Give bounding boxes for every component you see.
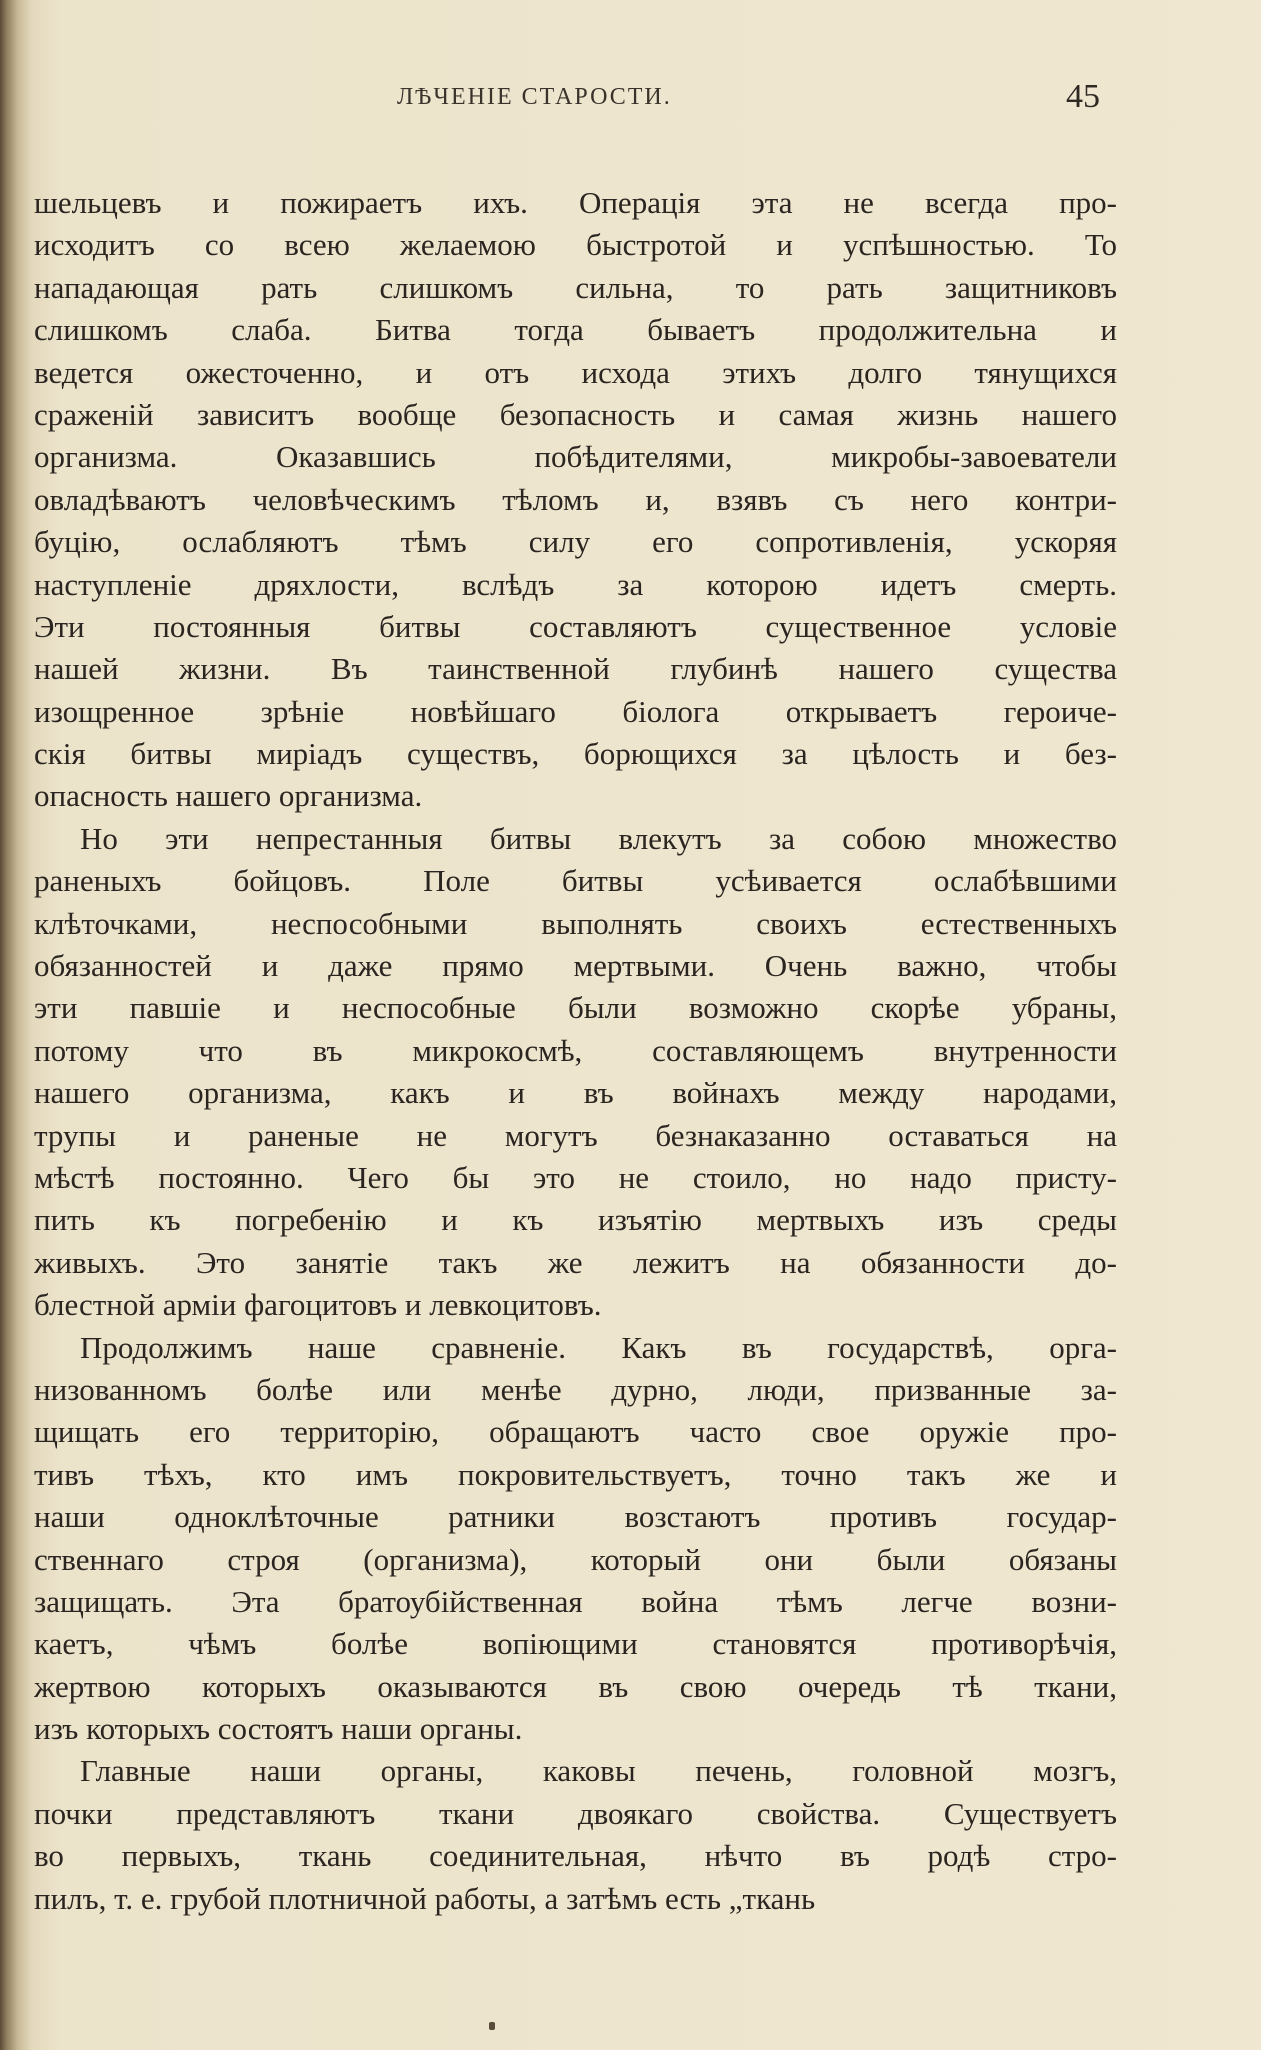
- paragraph: [34, 182, 1117, 818]
- text-line: овладѣваютъ человѣческимъ тѣломъ и, взявъ съ него контри-: [34, 481, 1117, 517]
- text-line: почки представляютъ ткани двоякаго свойства. Существуетъ: [34, 1795, 1117, 1831]
- text-line: изъ которыхъ состоятъ наши органы.: [34, 1711, 523, 1747]
- text-line: защищать. Эта братоубійственная война тѣмъ легче возни-: [34, 1583, 1117, 1619]
- text-line: ведется ожесточенно, и отъ исхода этихъ долго тянущихся: [34, 354, 1117, 390]
- text-line: опасность нашего организма.: [34, 778, 423, 814]
- page-header: [0, 78, 1261, 124]
- running-title: ЛѢЧЕНІЕ СТАРОСТИ.: [397, 84, 672, 110]
- print-speck: [489, 2022, 495, 2030]
- text-line: каетъ, чѣмъ болѣе вопіющими становятся противорѣчія,: [34, 1626, 1117, 1662]
- text-line: нападающая рать слишкомъ сильна, то рать защитниковъ: [34, 269, 1117, 305]
- text-line: пить къ погребенію и къ изъятію мертвыхъ изъ среды: [34, 1202, 1117, 1238]
- text-line: мѣстѣ постоянно. Чего бы это не стоило, но надо присту-: [34, 1159, 1117, 1195]
- text-line: во первыхъ, ткань соединительная, нѣчто въ родѣ стро-: [34, 1838, 1117, 1874]
- text-line: буцію, ослабляютъ тѣмъ силу его сопротивленія, ускоряя: [34, 524, 1117, 560]
- text-line: Продолжимъ наше сравненіе. Какъ въ государствѣ, орга-: [80, 1329, 1117, 1365]
- text-line: ственнаго строя (организма), который они были обязаны: [34, 1541, 1117, 1577]
- text-line: обязанностей и даже прямо мертвыми. Очень важно, чтобы: [34, 948, 1117, 984]
- text-line: потому что въ микрокосмѣ, составляющемъ внутренности: [34, 1032, 1117, 1068]
- text-line: организма. Оказавшись побѣдителями, микробы-завоеватели: [34, 439, 1117, 475]
- text-line: щищать его территорію, обращаютъ часто свое оружіе про-: [34, 1414, 1117, 1450]
- text-line: нашего организма, какъ и въ войнахъ между народами,: [34, 1075, 1117, 1111]
- text-line: трупы и раненые не могутъ безнаказанно оставаться на: [34, 1117, 1117, 1153]
- text-line: Главные наши органы, каковы печень, головной мозгъ,: [80, 1753, 1117, 1789]
- page-number: 45: [1066, 78, 1100, 115]
- text-line: низованномъ болѣе или менѣе дурно, люди, призванные за-: [34, 1371, 1117, 1407]
- text-line: исходитъ со всею желаемою быстротой и успѣшностью. То: [34, 227, 1117, 263]
- text-line: скія битвы миріадъ существъ, борющихся за цѣлость и без-: [34, 736, 1117, 772]
- text-line: раненыхъ бойцовъ. Поле битвы усѣивается ослабѣвшими: [34, 863, 1117, 899]
- text-line: наступленіе дряхлости, вслѣдъ за которою идетъ смерть.: [34, 566, 1117, 602]
- text-line: тивъ тѣхъ, кто имъ покровительствуетъ, точно такъ же и: [34, 1456, 1117, 1492]
- text-line: живыхъ. Это занятіе такъ же лежитъ на обязанности до-: [34, 1244, 1117, 1280]
- paragraph: [34, 818, 1117, 1327]
- text-line: жертвою которыхъ оказываются въ свою очередь тѣ ткани,: [34, 1668, 1117, 1704]
- text-line: наши одноклѣточные ратники возстаютъ противъ государ-: [34, 1499, 1117, 1535]
- text-line: сраженій зависитъ вообще безопасность и самая жизнь нашего: [34, 396, 1117, 432]
- text-line: нашей жизни. Въ таинственной глубинѣ нашего существа: [34, 651, 1117, 687]
- paragraph: [34, 1327, 1117, 1751]
- paragraph: [34, 1750, 1117, 1920]
- text-line: блестной арміи фагоцитовъ и левкоцитовъ.: [34, 1287, 602, 1323]
- text-line: пилъ, т. е. грубой плотничной работы, а затѣмъ есть „ткань: [34, 1880, 816, 1916]
- text-line: изощренное зрѣніе новѣйшаго біолога открываетъ героиче-: [34, 693, 1117, 729]
- text-line: шельцевъ и пожираетъ ихъ. Операція эта не всегда про-: [34, 185, 1117, 220]
- text-line: эти павшіе и неспособные были возможно скорѣе убраны,: [34, 990, 1117, 1026]
- text-line: Но эти непрестанныя битвы влекутъ за собою множество: [80, 820, 1117, 856]
- text-line: Эти постоянныя битвы составляютъ существенное условіе: [34, 608, 1117, 644]
- text-line: слишкомъ слаба. Битва тогда бываетъ продолжительна и: [34, 312, 1117, 348]
- text-line: клѣточками, неспособными выполнять своихъ естественныхъ: [34, 905, 1117, 941]
- body-text: [34, 182, 1117, 1920]
